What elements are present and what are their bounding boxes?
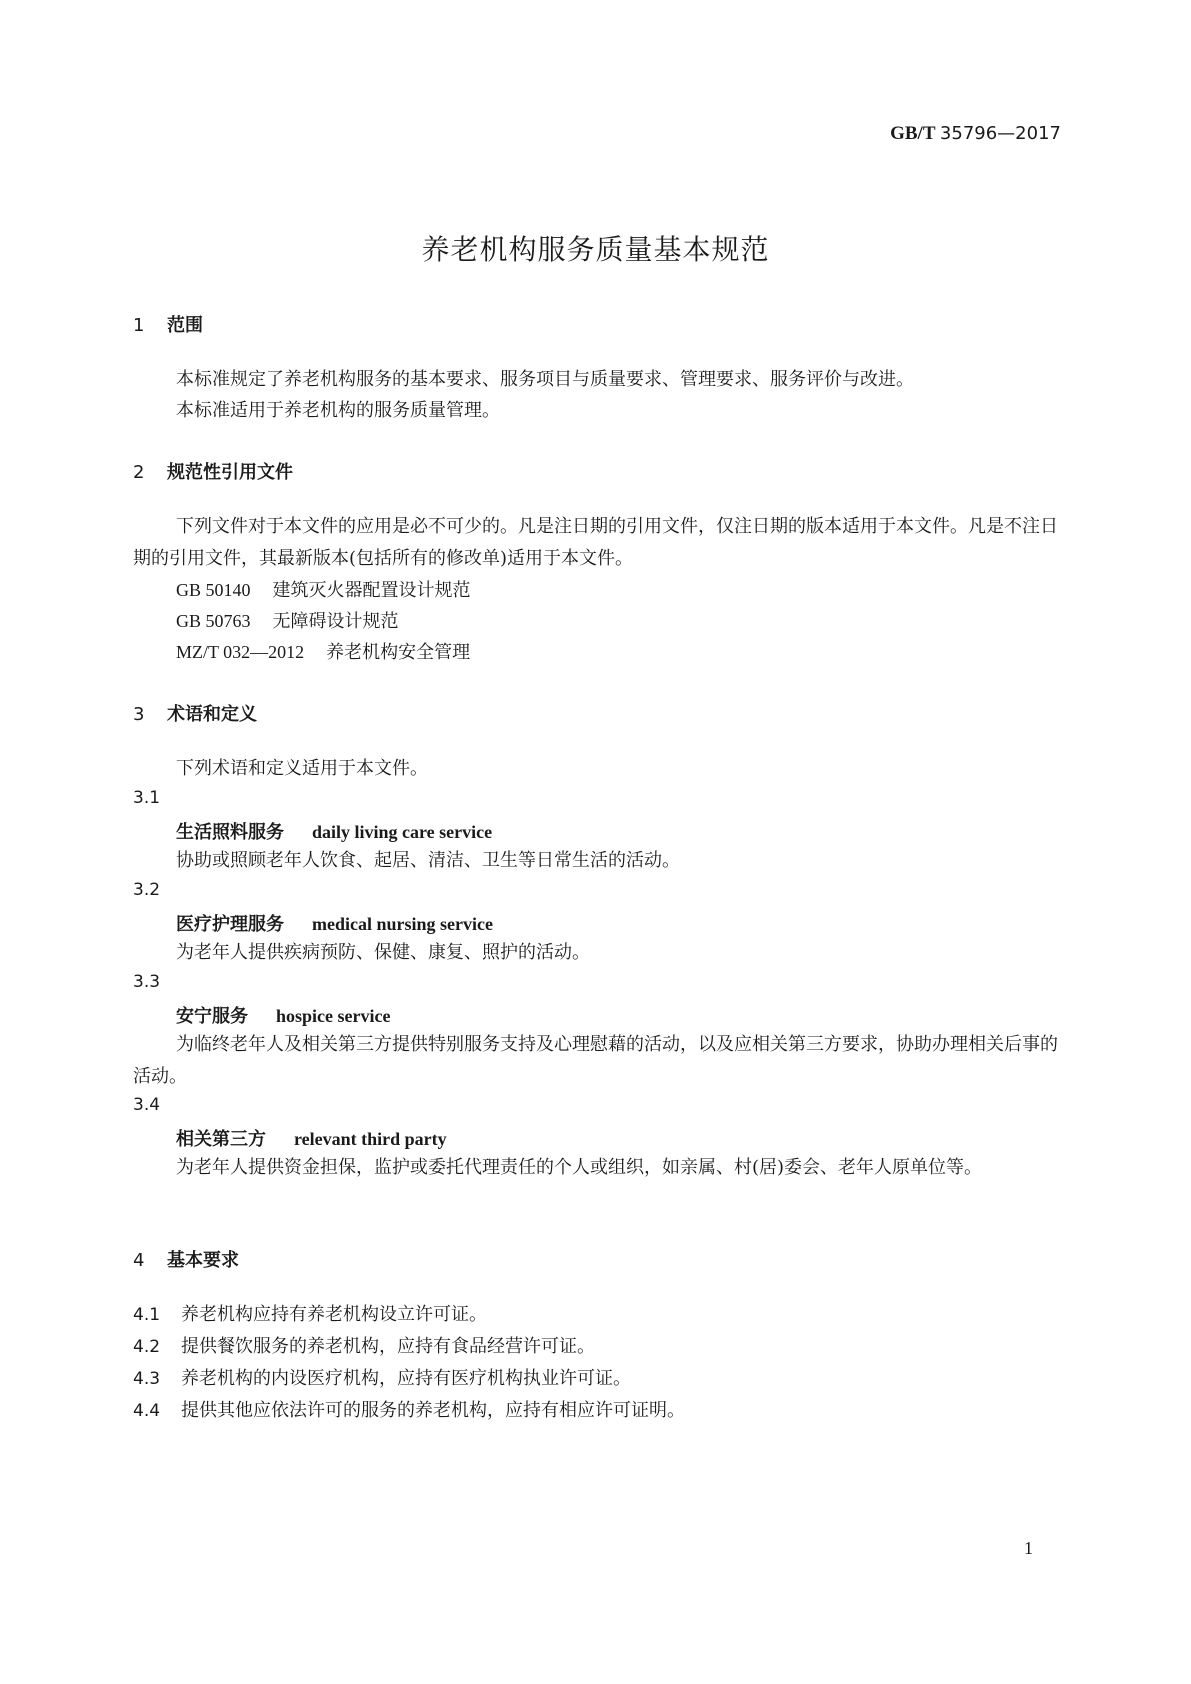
requirement-item xyxy=(133,1363,631,1395)
term-name-en: hospice service xyxy=(276,1006,391,1026)
standard-number: 35796—2017 xyxy=(939,123,1061,144)
term-name-en: medical nursing service xyxy=(312,914,493,934)
term-name xyxy=(176,1002,390,1028)
requirement-number: 4.3 xyxy=(133,1369,161,1389)
term-name xyxy=(176,910,493,936)
section-number: 2 xyxy=(133,462,145,483)
requirement-text: 提供其他应依法许可的服务的养老机构，应持有相应许可证明。 xyxy=(181,1400,685,1421)
term-number: 3.1 xyxy=(133,788,161,808)
requirement-number: 4.2 xyxy=(133,1337,161,1357)
section-1-heading xyxy=(133,311,203,337)
section-number: 3 xyxy=(133,704,145,725)
term-definition: 协助或照顾老年人饮食、起居、清洁、卫生等日常生活的活动。 xyxy=(176,850,680,871)
term-name-zh: 生活照料服务 xyxy=(176,822,284,843)
reference-name: 建筑灭火器配置设计规范 xyxy=(272,580,471,601)
term-name-en: daily living care service xyxy=(312,822,493,842)
term-name xyxy=(176,818,492,844)
section-title: 术语和定义 xyxy=(167,704,257,725)
requirement-number: 4.4 xyxy=(133,1401,161,1421)
reference-item xyxy=(176,636,470,669)
section-title: 基本要求 xyxy=(167,1250,239,1271)
reference-code: GB 50140 xyxy=(176,580,251,600)
requirement-text: 养老机构应持有养老机构设立许可证。 xyxy=(181,1304,487,1325)
section-3-intro: 下列术语和定义适用于本文件。 xyxy=(176,758,428,779)
reference-name: 养老机构安全管理 xyxy=(326,642,471,663)
term-number: 3.4 xyxy=(133,1095,161,1115)
requirement-text: 养老机构的内设医疗机构，应持有医疗机构执业许可证。 xyxy=(181,1368,631,1389)
section-4-heading xyxy=(133,1246,239,1272)
section-title: 范围 xyxy=(167,315,203,336)
section-2-heading xyxy=(133,458,293,484)
term-number: 3.2 xyxy=(133,880,161,900)
section-2-paragraph: 下列文件对于本文件的应用是必不可少的。凡是注日期的引用文件，仅注日期的版本适用于本文件。凡是不注日期的引用文件，其最新版本(包括所有的修改单)适用于本文件。 xyxy=(133,516,1058,569)
term-name xyxy=(176,1125,447,1151)
term-definition: 为临终老年人及相关第三方提供特别服务支持及心理慰藉的活动，以及应相关第三方要求，协助办理相关后事的活动。 xyxy=(133,1034,1058,1087)
term-name-zh: 相关第三方 xyxy=(176,1129,266,1150)
section-3-heading xyxy=(133,700,257,726)
reference-name: 无障碍设计规范 xyxy=(272,611,399,632)
term-name-en: relevant third party xyxy=(294,1129,447,1149)
term-definition: 为老年人提供资金担保，监护或委托代理责任的个人或组织，如亲属、村(居)委会、老年人原单位等。 xyxy=(176,1157,983,1178)
standard-code xyxy=(890,123,1061,145)
section-1-paragraph-2: 本标准适用于养老机构的服务质量管理。 xyxy=(176,400,500,421)
section-number: 4 xyxy=(133,1250,145,1271)
term-name-zh: 医疗护理服务 xyxy=(176,914,284,935)
reference-item xyxy=(176,605,399,638)
section-title: 规范性引用文件 xyxy=(167,462,293,483)
reference-item xyxy=(176,574,471,607)
term-name-zh: 安宁服务 xyxy=(176,1006,248,1027)
page-number: 1 xyxy=(1024,1538,1033,1558)
requirement-item xyxy=(133,1331,595,1363)
section-number: 1 xyxy=(133,315,145,336)
reference-code: MZ/T 032—2012 xyxy=(176,642,305,662)
section-1-paragraph-1: 本标准规定了养老机构服务的基本要求、服务项目与质量要求、管理要求、服务评价与改进。 xyxy=(176,369,914,390)
requirement-number: 4.1 xyxy=(133,1305,161,1325)
requirement-item xyxy=(133,1299,487,1331)
standard-prefix: GB/T xyxy=(890,123,936,144)
term-definition: 为老年人提供疾病预防、保健、康复、照护的活动。 xyxy=(176,942,590,963)
reference-code: GB 50763 xyxy=(176,611,251,631)
document-title: 养老机构服务质量基本规范 xyxy=(421,233,770,266)
term-number: 3.3 xyxy=(133,972,161,992)
requirement-text: 提供餐饮服务的养老机构，应持有食品经营许可证。 xyxy=(181,1336,595,1357)
requirement-item xyxy=(133,1395,685,1427)
